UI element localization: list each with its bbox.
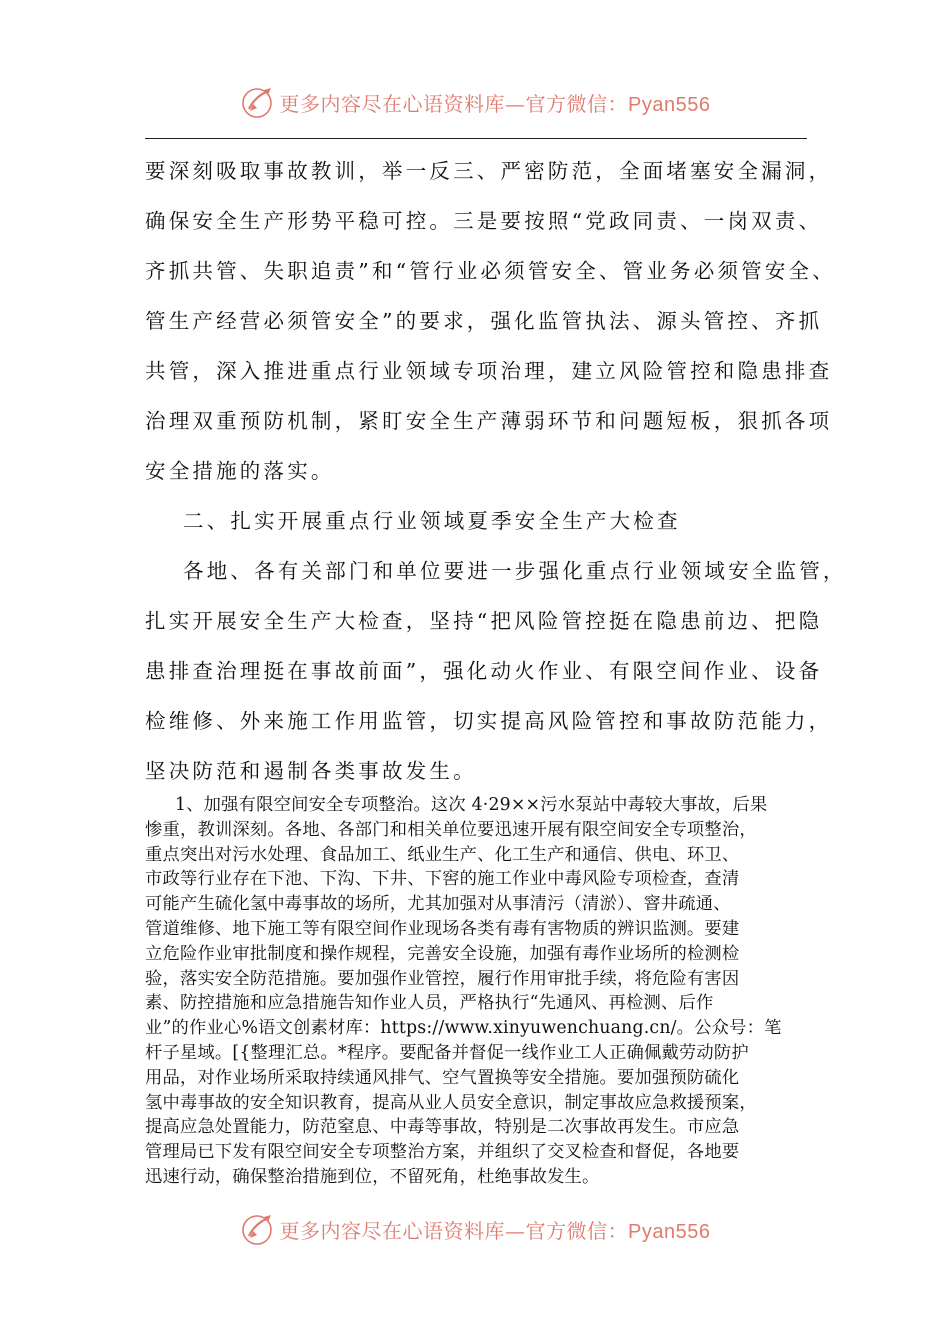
paragraph-line: 治理双重预防机制，紧盯安全生产薄弱环节和问题短板，狠抓各项 (145, 409, 833, 433)
paragraph-line: 可能产生硫化氢中毒事故的场所，尤其加强对从事清污（清淤）、窨井疏通、 (145, 894, 731, 915)
paragraph-line: 提高应急处置能力，防范窒息、中毒等事故，特别是二次事故再发生。市应急 (145, 1117, 740, 1138)
paragraph-line: 确保安全生产形势平稳可控。三是要按照“党政同责、一岗双责、 (145, 209, 823, 233)
paragraph-line: 氢中毒事故的安全知识教育，提高从业人员安全意识，制定事故应急救援预案， (145, 1092, 757, 1113)
paragraph-line: 坚决防范和遏制各类事故发生。 (145, 759, 477, 783)
paragraph-line: 管道维修、地下施工等有限空间作业现场各类有毒有害物质的辨识监测。要建 (145, 918, 740, 939)
header-banner-text (280, 88, 711, 117)
pen-logo-icon (240, 1211, 276, 1247)
paragraph-1 (145, 146, 847, 796)
paragraph-line: 齐抓共管、失职追责”和“管行业必须管安全、管业务必须管安全、 (145, 259, 836, 283)
paragraph-line: 管理局已下发有限空间安全专项整治方案，并组织了交叉检查和督促，各地要 (145, 1142, 740, 1163)
paragraph-line: 迅速行动，确保整治措施到位，不留死角，杜绝事故发生。 (145, 1166, 600, 1187)
header-banner-wechat-id: Pyan556 (628, 93, 711, 116)
paragraph-line: 共管，深入推进重点行业领域专项治理，建立风险管控和隐患排查 (145, 359, 833, 383)
section-heading: 二、扎实开展重点行业领域夏季安全生产大检查 (183, 509, 681, 533)
paragraph-3 (145, 793, 817, 1190)
paragraph-line: 安全措施的落实。 (145, 459, 335, 483)
paragraph-line: 用品，对作业场所采取持续通风排气、空气置换等安全措施。要加强预防硫化 (145, 1067, 740, 1088)
paragraph-line: 要深刻吸取事故教训，举一反三、严密防范，全面堵塞安全漏洞， (145, 159, 833, 183)
paragraph-line: 市政等行业存在下池、下沟、下井、下窖的施工作业中毒风险专项检查，查清 (145, 869, 740, 890)
paragraph-line: 扎实开展安全生产大检查，坚持“把风险管控挺在隐患前边、把隐 (145, 609, 823, 633)
footer-banner-wechat-id: Pyan556 (628, 1220, 711, 1243)
paragraph-line: 素、防控措施和应急措施告知作业人员，严格执行“先通风、再检测、后作 (145, 993, 714, 1014)
paragraph-line: 业”的作业心%语文创素材库：https://www.xinyuwenchuang.cn/。公众号：笔 (145, 1018, 782, 1039)
header-banner-cn: 更多内容尽在心语资料库—官方微信： (279, 91, 629, 116)
paragraph-line: 验，落实安全防范措施。要加强作业管控，履行作用审批手续，将危险有害因 (145, 968, 740, 989)
footer-banner[interactable] (0, 1207, 950, 1251)
paragraph-line: 患排查治理挺在事故前面”，强化动火作业、有限空间作业、设备 (145, 659, 823, 683)
paragraph-line: 检维修、外来施工作用监管，切实提高风险管控和事故防范能力， (145, 709, 833, 733)
paragraph-line: 各地、各有关部门和单位要进一步强化重点行业领域安全监管， (183, 559, 847, 583)
paragraph-line: 惨重，教训深刻。各地、各部门和相关单位要迅速开展有限空间安全专项整治， (145, 819, 757, 840)
paragraph-line: 重点突出对污水处理、食品加工、纸业生产、化工生产和通信、供电、环卫、 (145, 844, 740, 865)
paragraph-line: 1、加强有限空间安全专项整治。这次 4·29××污水泵站中毒较大事故，后果 (175, 795, 768, 815)
paragraph-line: 管生产经营必须管安全”的要求，强化监管执法、源头管控、齐抓 (145, 309, 823, 333)
header-divider (145, 138, 807, 139)
footer-banner-cn: 更多内容尽在心语资料库—官方微信： (279, 1218, 629, 1243)
paragraph-line: 杆子星域。[{整理汇总。*程序。要配备并督促一线作业工人正确佩戴劳动防护 (145, 1042, 749, 1063)
header-banner[interactable] (0, 80, 950, 124)
footer-banner-text (280, 1215, 711, 1244)
pen-logo-icon (240, 84, 276, 120)
paragraph-line: 立危险作业审批制度和操作规程，完善安全设施，加强有毒作业场所的检测检 (145, 943, 740, 964)
